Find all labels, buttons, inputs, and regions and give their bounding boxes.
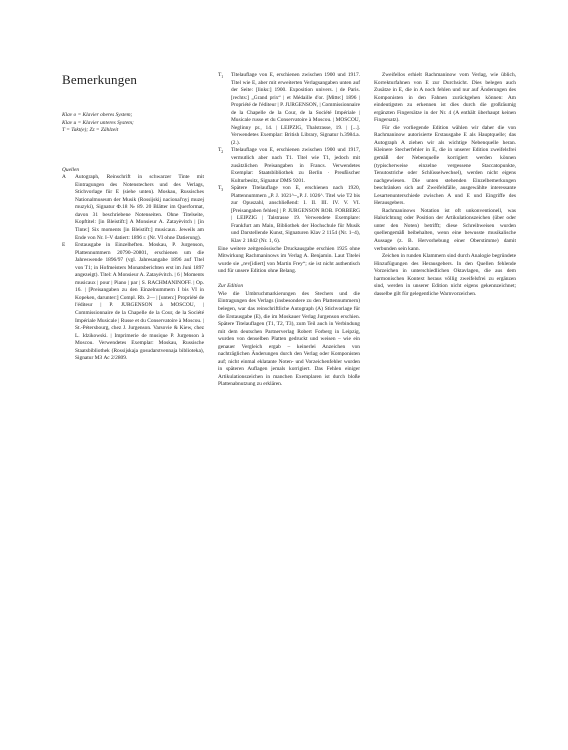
source-entry-t1 (218, 72, 360, 147)
source-text: Titelauflage von E, erschienen zwischen 1900 und 1917, vermutlich aber nach T1. Titel wie T1, jedoch mit zusätzlichen Preisangaben in Francs. Verwendetes Exemplar: Staatsbibliothek zu Berlin · Preußischer Kulturbesitz, Signatur DMS 9201. (231, 147, 360, 184)
source-label: A (62, 174, 66, 181)
paragraph: Wie die Umbruchmarkierungen des Stechers und die Eintragungen des Verlags (insbesondere zu den Plattennummern) belegen, war das reinschriftliche Autograph (A) Stichvorlage für die Erstausgabe (E), die im Moskauer Verlag Jurgenson erschien. Spätere Titelauflagen (T1, T2, T3), zum Teil auch in Verbindung mit dem deutschen Partnerverlag Robert Forberg in Leipzig, wurden von denselben Platten gedruckt und weisen – wie ein genauer Vergleich ergab – keinerlei Anzeichen von nachträglichen Änderungen durch den Verlag oder Komponisten auf; nicht einmal eklatante Noten- und Vorzeichenfehler wurden in späteren Auflagen jemals korrigiert. Das Fehlen einiger Artikulationszeichen in manchen Exemplaren ist durch bloße Plattenabnutzung zu erklären. (218, 290, 360, 388)
source-text: Autograph, Reinschrift in schwarzer Tinte mit Eintragungen des Notenstechers und des Verlags, Stichvorlage für E (siehe unten). Moskau, Russisches Nationalmuseum der Musik (Rossijskij nacional'nyj muzej muzyki), Signatur Ф.18 № 89. 20 Blätter im Querformat, davon 31 beschriebene Notenseiten. Ohne Titelseite, Kopftitel: [in Bleistift:] A Monsieur A. Zatayèvitch | [in Tinte:] Six moments [in Bleistift:] musicaux. Jeweils am Ende von Nr. I–V datiert: 1896 г. (Nr. VI ohne Datierung). (75, 174, 204, 241)
column-2 (218, 72, 360, 389)
legend-line: Klav o = Klavier oberes System; (62, 112, 133, 118)
paragraph: Zeichen in runden Klammern sind durch Analogie begründete Hinzufügungen des Herausgebers. In den Quellen fehlende Vorzeichen in unterschiedlichen Oktavlagen, die aus dem harmonischen Kontext heraus völlig zweifelsfrei zu ergänzen sind, werden in unserer Edition nicht eigens gekennzeichnet; dasselbe gilt für gelegentliche Warnvorzeichen. (374, 253, 516, 297)
paragraph: Rachmaninows Notation ist oft unkonventionell, was Halsrichtung oder Position der Artikulationszeichen (über oder unter den Noten) betrifft; diese Schreibweisen wurden quellengemäß beibehalten, wenn eine bewusste musikalische Aussage (z. B. Hervorhebung einer Oberstimme) damit verbunden sein kann. (374, 207, 516, 252)
legend-line: T = Takt(e); Zz = Zählzeit (62, 127, 119, 134)
sources-heading: Quellen (62, 166, 80, 173)
column-3 (374, 72, 516, 298)
column-1 (62, 112, 204, 363)
source-label: $T_3$ (218, 185, 224, 193)
source-entry-t3 (218, 185, 360, 245)
paragraph: Eine weitere zeitgenössische Druckausgabe erschien 1925 ohne Mitwirkung Rachmaninows im Verlag A. Benjamin. Laut Titelei wurde sie „rev[idiert] von Martin Frey“; sie ist nicht authentisch und für unsere Edition ohne Belang. (218, 245, 360, 275)
abbreviation-legend (62, 112, 204, 135)
page-title: Bemerkungen (62, 72, 138, 87)
source-text: Spätere Titelauflage von E, erschienen nach 1920, Plattennummern „P. J. 1021^~„P. J. 1026^. Titel wie T2 bis zur Opuszahl, anschließend: I. II. III. IV. V. VI. [Preisangaben fehlen] | P. JURGENSON ROB. FORBERG | LEIPZIG | Talstrasse 19. Verwendete Exemplare: Frankfurt am Main, Bibliothek der Hochschule für Musik und Darstellende Kunst, Signaturen Klav 2 1154 (Nr. 1–4), Klav 2 1842 (Nr. 1, 6). (231, 185, 360, 245)
source-entry-t2 (218, 147, 360, 185)
source-entry-a (62, 174, 204, 242)
source-label: E (62, 242, 66, 249)
paragraph: Zweifellos erhielt Rachmaninow vom Verlag, wie üblich, Korrekturfahnen von E zur Durchsicht. Dies belegen auch Zusätze in E, die in A noch fehlen und nur auf Änderungen des Komponisten in den Fahnen zurückgehen können: Am eindeutigsten zu erkennen ist dies durch die großräumig ergänzten Fingersätze in der Nr. 4 (A enthält überhaupt keinen Fingersatz). (374, 72, 516, 124)
source-text: Titelauflage von E, erschienen zwischen 1900 und 1917. Titel wie E, aber mit erweiterten Verlagsangaben unten auf der Seite: [links:] 1900. Exposition univers. | de Paris. [rechts:] „Grand prix“ | et Médaille d'or. [Mitte:] 1896 | Propriété de l'éditeur | P. JURGENSON, | Commissionnaire de la Chapelle de la Cour, de la Société Impériale | Musicale russe et du Conservatoire à Moscou. | MOSCOU, Neglinny pr., 14. | LEIPZIG, Thalstrasse, 19. | [...]. Verwendetes Exemplar: British Library, Signatur h.3984.a.(2.). (231, 72, 360, 146)
edition-heading: Zur Edition (218, 283, 244, 290)
source-label: $T_1$ (218, 72, 224, 80)
source-text: Erstausgabe in Einzelheften. Moskau, P. Jurgenson, Plattennummern 20790–20801, erschienen um die Jahreswende 1896/97 (vgl. Jahresangabe 1896 auf Titel von T1; in Hofmeisters Monatsberichten erst im Juni 1897 angezeigt). Titel: A Monsieur A. Zatayévitch. | 6 | Moments musicaux | pour | Piano | par | S. RACHMANINOFF. | Op. 16. | [Preisangaben zu den Einzelnummern I bis VI in Kopeken, darunter:] Compl. Rb. 2— | [unten:] Propriété de l'éditeur | P. JURGENSON à MOSCOU, | Commissionnaire de la Chapelle de la Cour, de la Société Impériale Musicale | Russe et du Conservatoire à Moscou. | St.-Pétersbourg, chez J. Jurgenson. Varsovie & Kiew, chez L. Idzikowski. | Imprimerie de musique P. Jurgenson à Moscou. Verwendetes Exemplar: Moskau, Russische Staatsbibliothek (Rossijskaja gosudarstvennaja biblioteka), Signatur МЗ Ас 2/2809. (75, 242, 204, 362)
source-label: $T_2$ (218, 147, 224, 155)
paragraph: Für die vorliegende Edition wählen wir daher die von Rachmaninow autorisierte Erstausgabe E als Hauptquelle; das Autograph A ziehen wir als wichtige Nebenquelle heran. Kleinere Stecherfehler in E, die in unserer Edition zweifelsfrei gemäß der Nebenquelle korrigiert werden können (typischerweise einzelne vergessene Staccatopunkte, Tenutostriche oder Schlüsselwechsel), werden nicht eigens nachgewiesen. Die unten stehenden Einzelbemerkungen beschränken sich auf Zweifelsfälle, ausgewählte interessante Lesartenunterschiede zwischen A und E und Eingriffe des Herausgebers. (374, 124, 516, 207)
legend-line: Klav u = Klavier unteres System; (62, 119, 134, 126)
source-entry-e (62, 242, 204, 363)
